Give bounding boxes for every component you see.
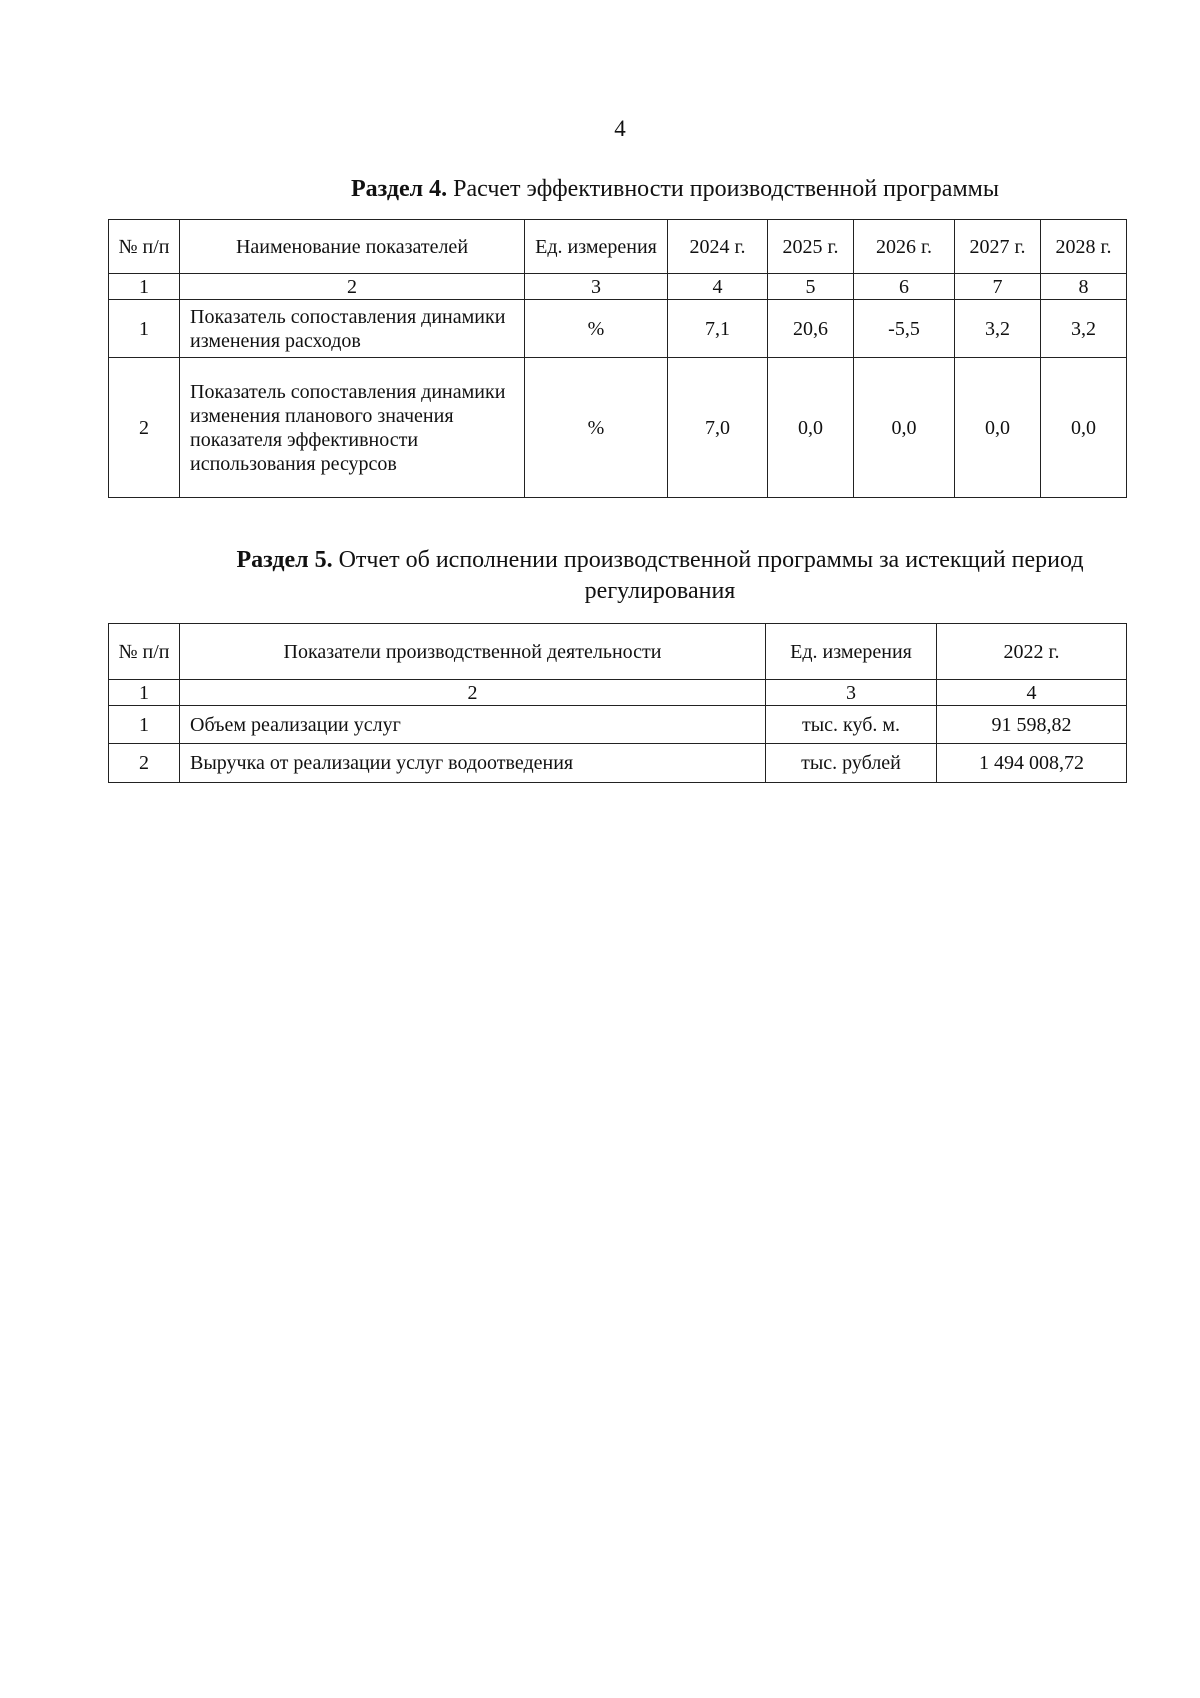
section-4-title-label: Раздел 4. (351, 176, 448, 202)
value-cell-2022: 1 494 008,72 (937, 744, 1127, 783)
section-5-title (210, 545, 1110, 607)
section-5-title-text: Отчет об исполнении производственной программы за истекщий период регулирования (332, 547, 1084, 604)
row-number-cell: 2 (109, 744, 180, 783)
unit-cell: тыс. рублей (766, 744, 937, 783)
section-4-table (108, 219, 1127, 498)
value-cell-2024: 7,0 (668, 358, 768, 498)
unit-cell: % (525, 358, 668, 498)
table-row (109, 744, 1127, 783)
column-number-row (109, 274, 1127, 300)
header-cell-num: № п/п (109, 624, 180, 680)
value-cell-2026: 0,0 (854, 358, 955, 498)
value-cell-2025: 0,0 (768, 358, 854, 498)
table-row (109, 706, 1127, 744)
column-number-cell: 1 (109, 680, 180, 706)
header-cell-unit: Ед. измерения (525, 220, 668, 274)
header-cell-name: Наименование показателей (180, 220, 525, 274)
unit-cell: % (525, 300, 668, 358)
header-cell-name: Показатели производственной деятельности (180, 624, 766, 680)
header-cell-unit: Ед. измерения (766, 624, 937, 680)
value-cell-2024: 7,1 (668, 300, 768, 358)
column-number-cell: 1 (109, 274, 180, 300)
column-number-cell: 5 (768, 274, 854, 300)
indicator-name-cell: Показатель сопоставления динамики изменения планового значения показателя эффективности использования ресурсов (180, 358, 525, 498)
header-cell-2025: 2025 г. (768, 220, 854, 274)
header-cell-2024: 2024 г. (668, 220, 768, 274)
section-4-title-text: Расчет эффективности производственной программы (447, 176, 999, 202)
column-number-cell: 8 (1041, 274, 1127, 300)
column-number-cell: 7 (955, 274, 1041, 300)
column-number-cell: 2 (180, 274, 525, 300)
value-cell-2026: -5,5 (854, 300, 955, 358)
header-cell-2022: 2022 г. (937, 624, 1127, 680)
indicator-name-cell: Объем реализации услуг (180, 706, 766, 744)
row-number-cell: 2 (109, 358, 180, 498)
column-number-row (109, 680, 1127, 706)
table-header-row (109, 624, 1127, 680)
value-cell-2027: 0,0 (955, 358, 1041, 498)
column-number-cell: 3 (766, 680, 937, 706)
column-number-cell: 3 (525, 274, 668, 300)
page-number: 4 (614, 116, 626, 141)
unit-cell: тыс. куб. м. (766, 706, 937, 744)
indicator-name-cell: Выручка от реализации услуг водоотведения (180, 744, 766, 783)
column-number-cell: 4 (668, 274, 768, 300)
table-row (109, 300, 1127, 358)
row-number-cell: 1 (109, 706, 180, 744)
column-number-cell: 4 (937, 680, 1127, 706)
header-cell-2027: 2027 г. (955, 220, 1041, 274)
header-cell-2026: 2026 г. (854, 220, 955, 274)
indicator-name-cell: Показатель сопоставления динамики изменения расходов (180, 300, 525, 358)
section-5-title-label: Раздел 5. (236, 547, 333, 573)
value-cell-2022: 91 598,82 (937, 706, 1127, 744)
value-cell-2028: 0,0 (1041, 358, 1127, 498)
table-header-row (109, 220, 1127, 274)
table-row (109, 358, 1127, 498)
section-5-table (108, 623, 1127, 783)
header-cell-num: № п/п (109, 220, 180, 274)
value-cell-2028: 3,2 (1041, 300, 1127, 358)
header-cell-2028: 2028 г. (1041, 220, 1127, 274)
section-4-title (150, 174, 1200, 205)
value-cell-2025: 20,6 (768, 300, 854, 358)
row-number-cell: 1 (109, 300, 180, 358)
column-number-cell: 2 (180, 680, 766, 706)
value-cell-2027: 3,2 (955, 300, 1041, 358)
column-number-cell: 6 (854, 274, 955, 300)
